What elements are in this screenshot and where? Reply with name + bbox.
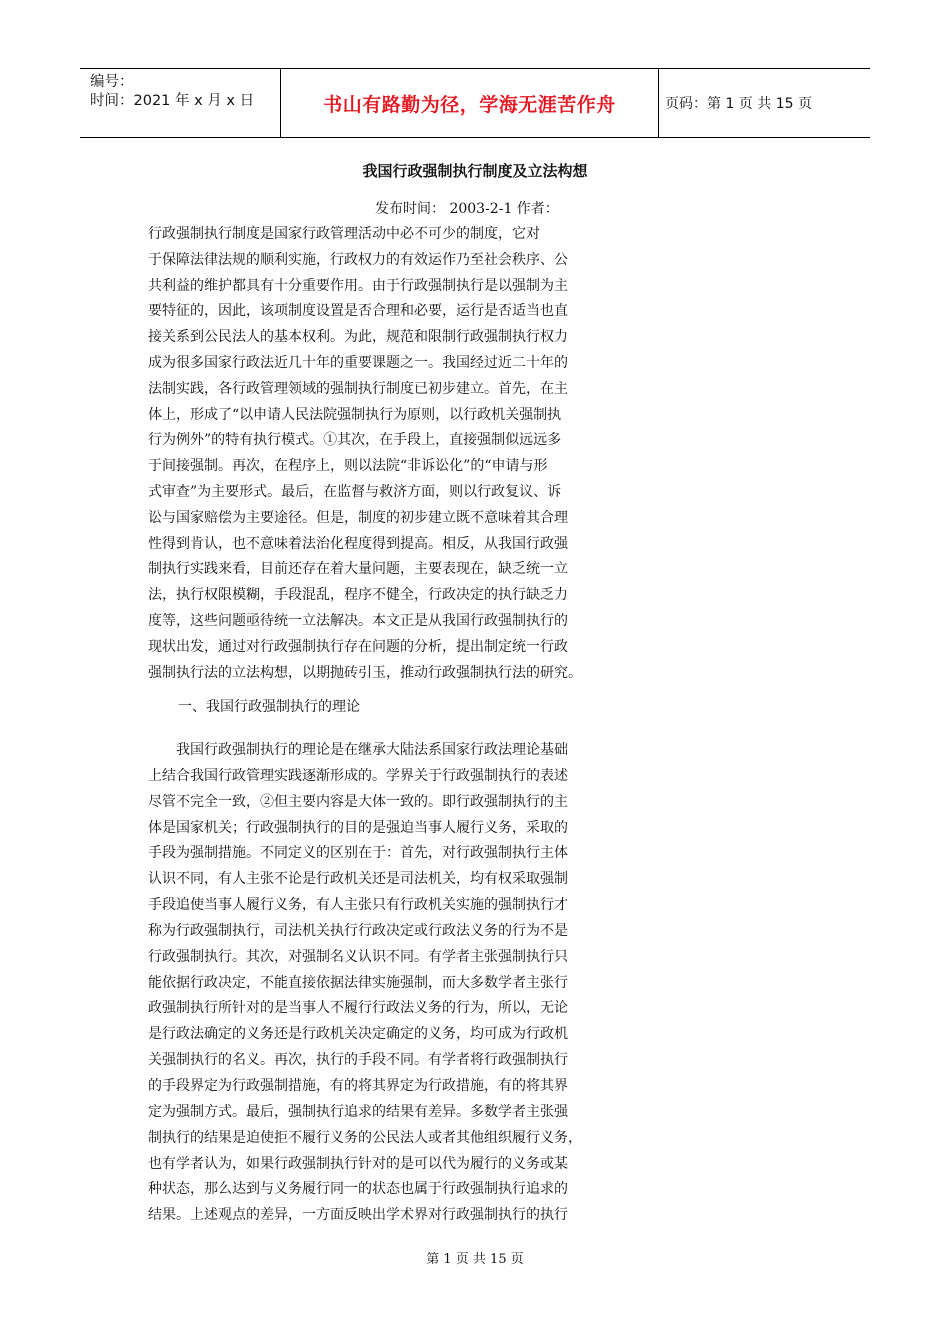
text-line: 认识不同，有人主张不论是行政机关还是司法机关，均有权采取强制: [148, 871, 568, 888]
text-line: 讼与国家赔偿为主要途径。但是，制度的初步建立既不意味着其合理: [148, 509, 568, 526]
header-divider: [280, 69, 281, 137]
number-label: 编号：: [90, 74, 134, 90]
text-line: 体上，形成了“以申请人民法院强制执行为原则，以行政机关强制执: [148, 406, 562, 423]
text-line: 上结合我国行政管理实践逐渐形成的。学界关于行政强制执行的表述: [148, 767, 568, 784]
time-label: 时间：2021 年 x 月 x 日: [90, 93, 255, 109]
page-footer: 第 1 页 共 15 页: [426, 1252, 524, 1267]
text-line: 是行政法确定的义务还是行政机关决定确定的义务，均可成为行政机: [148, 1026, 568, 1043]
text-line: 法制实践，各行政管理领域的强制执行制度已初步建立。首先，在主: [148, 380, 568, 397]
text-line: 制执行实践来看，目前还存在着大量问题，主要表现在，缺乏统一立: [148, 561, 568, 578]
text-line: 要特征的，因此，该项制度设置是否合理和必要，运行是否适当也直: [148, 303, 568, 320]
theory-paragraph: [148, 738, 638, 1229]
text-line: 制执行的结果是迫使拒不履行义务的公民法人或者其他组织履行义务，: [148, 1129, 582, 1146]
text-line: 行为例外”的特有执行模式。①其次，在手段上，直接强制似远远多: [148, 432, 562, 449]
article-meta: 发布时间： 2003-2-1 作者：: [375, 201, 559, 217]
text-line: 共利益的维护都具有十分重要作用。由于行政强制执行是以强制为主: [148, 277, 568, 294]
section-heading: 一、我国行政强制执行的理论: [178, 699, 360, 715]
text-line: 度等，这些问题亟待统一立法解决。本文正是从我国行政强制执行的: [148, 612, 568, 629]
text-line: 政强制执行所针对的是当事人不履行行政法义务的行为，所以，无论: [148, 1000, 568, 1017]
text-line: 现状出发，通过对行政强制执行存在问题的分析，提出制定统一行政: [148, 638, 568, 655]
text-line: 强制执行法的立法构想，以期抛砖引玉，推动行政强制执行法的研究。: [148, 664, 582, 681]
header-page-label: 页码：第 1 页 共 15 页: [665, 96, 812, 112]
header-info: [90, 73, 254, 111]
text-line: 尽管不完全一致，②但主要内容是大体一致的。即行政强制执行的主: [148, 793, 568, 810]
text-line: 也有学者认为，如果行政强制执行针对的是可以代为履行的义务或某: [148, 1155, 568, 1172]
text-line: 定为强制方式。最后，强制执行追求的结果有差异。多数学者主张强: [148, 1103, 568, 1120]
text-line: 成为很多国家行政法近几十年的重要课题之一。我国经过近二十年的: [148, 354, 568, 371]
text-line: 式审查”为主要形式。最后，在监督与救济方面，则以行政复议、诉: [148, 483, 562, 500]
article-title: 我国行政强制执行制度及立法构想: [362, 162, 588, 180]
text-line: 性得到肯认，也不意味着法治化程度得到提高。相反，从我国行政强: [148, 535, 568, 552]
text-line: 结果。上述观点的差异，一方面反映出学术界对行政强制执行的执行: [148, 1207, 568, 1224]
text-line: 关强制执行的名义。再次，执行的手段不同。有学者将行政强制执行: [148, 1052, 568, 1069]
text-line: 种状态，那么达到与义务履行同一的状态也属于行政强制执行追求的: [148, 1181, 568, 1198]
text-line: 手段为强制措施。不同定义的区别在于：首先，对行政强制执行主体: [148, 845, 568, 862]
header-motto: 书山有路勤为径，学海无涯苦作舟: [323, 93, 616, 116]
text-line: 行政强制执行。其次，对强制名义认识不同。有学者主张强制执行只: [148, 948, 568, 965]
text-line: 我国行政强制执行的理论是在继承大陆法系国家行政法理论基础: [148, 742, 568, 758]
text-line: 法，执行权限模糊，手段混乱，程序不健全，行政决定的执行缺乏力: [148, 587, 568, 604]
text-line: 手段追使当事人履行义务，有人主张只有行政机关实施的强制执行才: [148, 897, 568, 914]
text-line: 于保障法律法规的顺利实施，行政权力的有效运作乃至社会秩序、公: [148, 251, 568, 268]
text-line: 的手段界定为行政强制措施，有的将其界定为行政措施，有的将其界: [148, 1077, 568, 1094]
header-divider: [658, 69, 659, 137]
header-table: [80, 68, 870, 138]
text-line: 接关系到公民法人的基本权利。为此，规范和限制行政强制执行权力: [148, 329, 568, 346]
text-line: 称为行政强制执行，司法机关执行行政决定或行政法义务的行为不是: [148, 922, 568, 939]
text-line: 于间接强制。再次，在程序上，则以法院“非诉讼化”的“申请与形: [148, 458, 548, 475]
text-line: 行政强制执行制度是国家行政管理活动中必不可少的制度，它对: [148, 226, 540, 242]
intro-paragraph: [148, 222, 638, 686]
text-line: 能依据行政决定，不能直接依据法律实施强制，而大多数学者主张行: [148, 974, 568, 991]
text-line: 体是国家机关；行政强制执行的目的是强迫当事人履行义务，采取的: [148, 819, 568, 836]
